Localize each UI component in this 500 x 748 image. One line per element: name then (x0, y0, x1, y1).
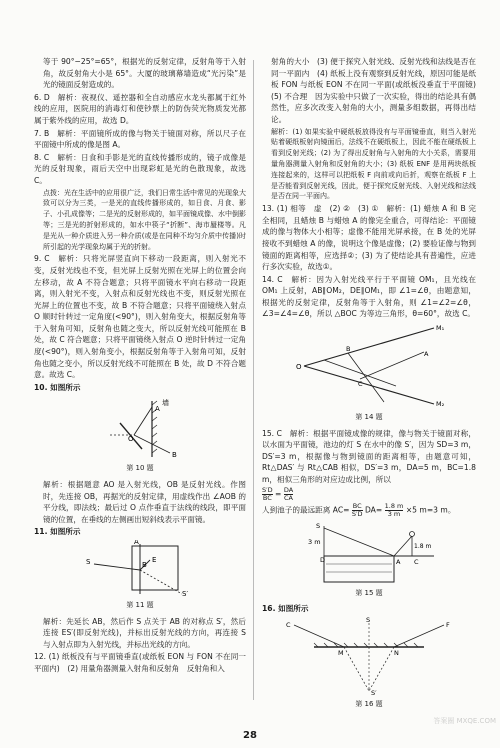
svg-text:O: O (296, 363, 302, 372)
svg-text:A: A (134, 540, 139, 546)
svg-text:D: D (320, 555, 326, 564)
svg-text:S′: S′ (371, 688, 377, 697)
svg-text:E: E (152, 556, 157, 564)
svg-text:B: B (172, 451, 177, 460)
column-divider (253, 60, 254, 700)
svg-text:O: O (128, 435, 134, 444)
q14-answer: 14. C 解析：因为入射光线平行于平面镜 OM₁，且光线在 OM₁ 上反射，AB∥OM₂，DE∥OM₁，即 ∠1=∠θ，由题意知，根据光的反射定律，反射角等于入射角，则 ∠1=∠2=∠θ，∠3=∠4=∠θ，所以 △BOC 为等边三角形，θ=60°，故选 C。 (262, 274, 476, 319)
figure-10 (80, 395, 200, 461)
svg-text:A: A (396, 557, 401, 566)
q15-frac2: $\frac{DA}{CA}$ (283, 485, 294, 502)
q12-continued: 射角的大小 (3) 便于探究入射光线、反射光线和法线是否在同一平面内 (4) 纸板上没有观察到反射光线，原因可能是纸板 FON 与纸板 EON 不在同一平面(或纸板没垂直于平面镜) (5) 不合理 因为实验中只做了一次实验，得出的结论具有偶然性，应多次改变入射角的大小，测量多组数据，再得出结论。 (271, 57, 484, 124)
q16-heading: 16. 如图所示 (262, 604, 309, 614)
q5-tail: 等于 90°−25°=65°，根据光的反射定律，反射角等于入射角，故反射角大小是 65°。大厦的玻璃幕墙造成“光污染”是光的镜面反射造成的。 (43, 57, 246, 90)
svg-text:S: S (86, 558, 91, 566)
svg-text:C: C (358, 380, 363, 389)
fig10-caption: 第 10 题 (126, 464, 154, 473)
svg-text:S: S (316, 521, 321, 530)
fig15-caption: 第 15 题 (355, 588, 383, 597)
svg-text:S′: S′ (182, 590, 189, 598)
q8-answer: 8. C 解析：日食和手影是光的直线传播形成的，镜子成像是光的反射现象，雨后天空中出现彩虹是光的色散现象，故选 C。 (34, 152, 246, 185)
svg-text:B: B (142, 561, 147, 569)
svg-text:B: B (346, 345, 351, 354)
q12-analysis: 解析：(1) 如果实验中硬纸板放得没有与平面镜垂直，则当入射光贴着硬纸板射向镜面后，法线不在硬纸板上，因此不能在硬纸板上看到反射光线；(2) 为了得出反射角与入射角的大小关系，需要用量角器测量入射角和反射角的大小；(3) 纸板 ENF 是用两块纸板连接起来的，这样可以把纸板 F 向前或向后折，观察在纸板 F 上是否能看到反射光线，因此，便于探究反射光线、入射光线和法线是否在同一平面内。 (271, 127, 476, 201)
watermark-text: 答案圈 MXQE.COM (433, 717, 496, 725)
q7-answer: 7. B 解析：平面镜所成的像与物关于镜面对称，所以尺子在平面镜中所成的像是图 A。 (34, 128, 246, 150)
q8-point: 点拨：光在生活中的应用很广泛，我们日常生活中常见的光现象大致可以分为三类，一是光的直线传播形成的，如日食、月食、影子、小孔成像等；二是光的反射形成的，如平面镜成像、水中倒影等；三是光的折射形成的，如水中筷子“折断”、海市蜃楼等。凡是光从一种介质进入另一种介质(或是在同种不均匀介质中传播)时所引起的光学现象均属于光的折射。 (43, 188, 246, 251)
q10-heading: 10. 如图所示 (34, 382, 81, 392)
page-number: 28 (243, 730, 257, 741)
q15-ratio: $\frac{S'D}{BC}$ = $\frac{DA}{CA}$ (262, 485, 294, 502)
fig11-caption: 第 11 题 (126, 601, 154, 609)
svg-text:S: S (366, 616, 371, 624)
fig15-18m-label: 1.8 m (414, 542, 432, 550)
q6-answer: 6. D 解析：夜视仪、遥控器和全自动感应水龙头都属于红外线的应用，医院用的消毒灯和使钞票上的防伪荧光物质发光都属于紫外线的应用，故选 D。 (34, 92, 246, 125)
q15-frac1: $\frac{S'D}{BC}$ (262, 485, 273, 502)
q11-analysis: 解析：先延长 AB，然后作 S 点关于 AB 的对称点 S′，然后连接 ES′(即反射光线)，并标出反射光线的方向，再连接 S 与入射点即为入射光线，并标出光线的方向。 (43, 616, 246, 649)
svg-text:A: A (424, 350, 429, 359)
svg-text:F: F (446, 620, 450, 629)
svg-text:A: A (155, 405, 160, 414)
fig14-caption: 第 14 题 (355, 413, 383, 422)
q15-answer: 15. C 解析：根据平面镜成像的规律，像与物关于镜面对称，以水面为平面镜，池边的灯 S 在水中的像 S′，因为 SD=3 m，DS′=3 m，根据像与物到镜面的距离相等，由题意可知，Rt△DAS′ 与 Rt△CAB 相似，DS′=3 m，DA=5 m，BC=1.8 m，相似三角形的对应边成比例，所以 (262, 428, 476, 485)
q15-result: 人到池子的最远距离 AC= $\frac{BC}{S'D}$ DA= $\frac{1.8 m}{3 m}$ ×5 m=3 m。 (262, 501, 456, 518)
svg-text:M: M (338, 648, 344, 657)
fig16-caption: 第 16 题 (355, 699, 383, 708)
svg-text:N: N (394, 648, 399, 657)
q15-frac4: $\frac{1.8 m}{3 m}$ (384, 501, 404, 518)
q9-answer: 9. C 解析：只将光屏竖直向下移动一段距离，则入射光不变，反射光线也不变，但光屏上反射光照在光屏上的位置会向左移动，故 A 不符合题意；只将平面镜水平向右移动一段距离，则入射光不变，入射点和反射光线也不变，则反射光照在光屏上的位置也不变，故 B 不符合题意；只将平面镜绕入射点 O 顺时针转过一定角度(<90°)，则入射角变大，根据反射角等于入射角可知，反射角也随之变大，所以反射光线可能照在 B 处，故 C 符合题意；只将平面镜绕入射点 O 逆时针转过一定角度(<90°)，则入射角变小，根据反射角等于入射角可知，反射角也随之变小，所以反射光线不可能照在 B 处，故 D 不符合题意。故选 C。 (34, 254, 246, 380)
q12-answer: 12. (1) 纸板没有与平面镜垂直(或纸板 EON 与 FON 不在同一平面内) (2) 用量角器测量入射角和反射角 反射角和入 (34, 652, 246, 673)
left-column (34, 56, 246, 676)
q15-frac3: $\frac{BC}{S'D}$ (351, 501, 363, 518)
svg-text:M₂: M₂ (436, 400, 445, 409)
watermark (426, 716, 496, 746)
fig10-wall-label: 墙 (162, 399, 169, 408)
q13-answer: 13. (1) 相等 虚 (2) ② (3) ① 解析：(1) 蜡烛 A 和 B 完全相同，且蜡烛 B 与蜡烛 A 的像完全重合，可得结论：平面镜成的像与物体大小相等；虚像不能用光屏承接，在 B 处的光屏接收不到蜡烛 A 的像，说明这个像是虚像；(2) 要验证像与物到镜面的距离相等，应选择②；(3) 为了使结论具有普遍性，应进行多次实验，故选①。 (262, 204, 476, 272)
figure-11 (70, 540, 210, 598)
q11-heading: 11. 如图所示 (34, 527, 81, 537)
figure-15 (294, 520, 444, 586)
figure-14 (284, 322, 454, 410)
svg-text:C: C (414, 557, 419, 566)
fig15-3m-label: 3 m (308, 537, 321, 546)
right-column (262, 56, 484, 714)
q10-analysis: 解析：根据题意 AO 是入射光线，OB 是反射光线。作图时，先连接 OB，再据光的反射定律，用虚线作出 ∠AOB 的平分线，即法线；最后过 O 点作垂直于法线的线段，即平面镜的位置，在垂线的左侧画出短斜线表示平面镜。 (43, 480, 246, 524)
svg-text:C: C (286, 620, 291, 629)
figure-16 (274, 617, 464, 697)
svg-text:M₁: M₁ (436, 324, 445, 333)
